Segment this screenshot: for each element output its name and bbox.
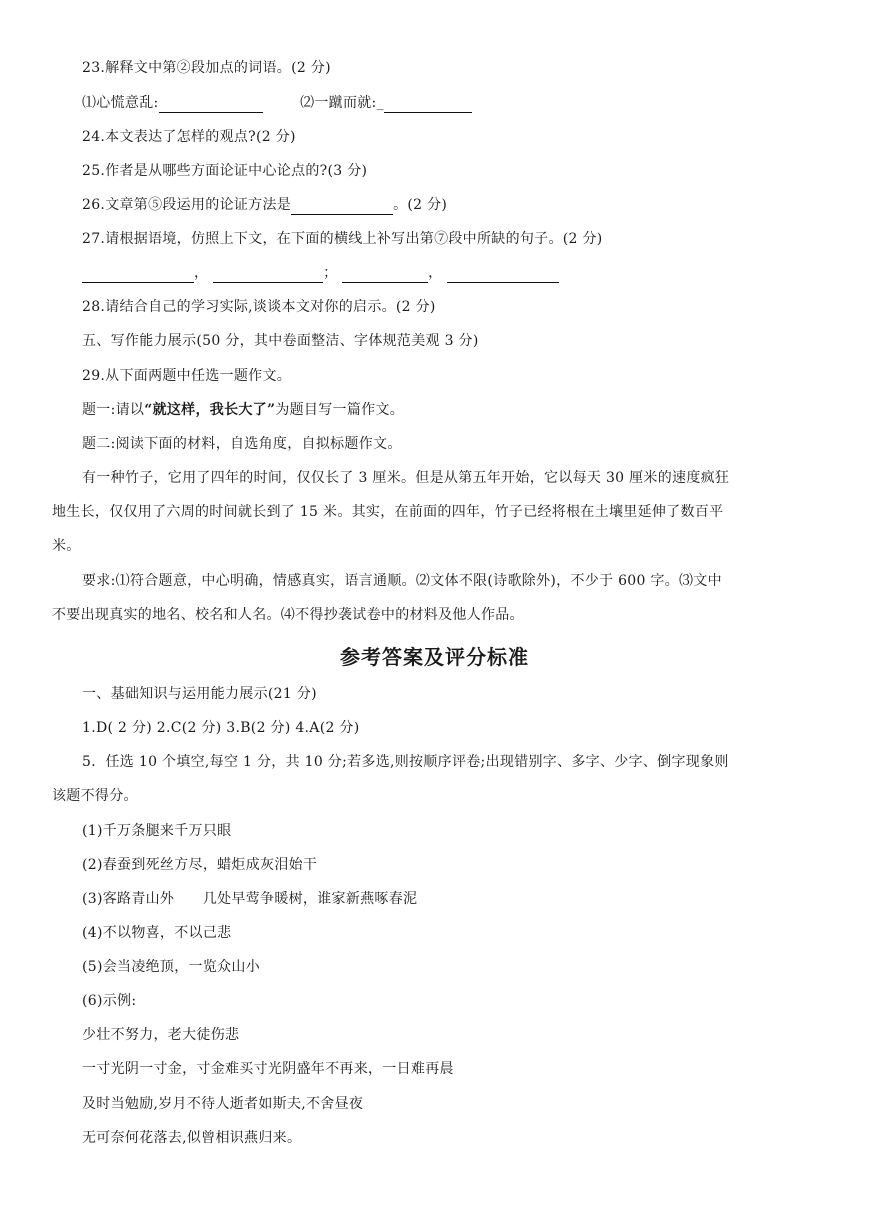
q26-text: 26.文章第⑤段运用的论证方法是 — [82, 197, 292, 213]
requirements-line-2: 不要出现真实的地名、校名和人名。⑷不得抄袭试卷中的材料及他人作品。 — [52, 607, 524, 623]
answer-5-item: (5)会当凌绝顶，一览众山小 — [82, 959, 261, 975]
material-line-1: 有一种竹子，它用了四年的时间，仅仅长了 3 厘米。但是从第五年开始，它以每天 30 厘米的速度疯狂 — [82, 470, 730, 486]
question-23-answers — [82, 93, 472, 113]
q23-b-blank[interactable] — [384, 98, 472, 113]
question-24: 24.本文表达了怎样的观点?(2 分) — [82, 129, 296, 145]
q27-blank-3[interactable] — [342, 268, 428, 283]
answer-5-example: 少壮不努力，老大徒伤悲 — [82, 1027, 240, 1043]
requirements-line-1: 要求:⑴符合题意，中心明确，情感真实，语言通顺。⑵文体不限(诗歌除外)，不少于 600 字。⑶文中 — [82, 573, 722, 589]
question-27-blanks — [82, 263, 559, 283]
section-5-heading: 五、写作能力展示(50 分，其中卷面整洁、字体规范美观 3 分) — [82, 333, 479, 349]
topic-1-title: “就这样，我长大了” — [144, 402, 276, 418]
answer-mc: 1.D( 2 分) 2.C(2 分) 3.B(2 分) 4.A(2 分) — [82, 720, 360, 736]
answer-5-line-2: 该题不得分。 — [52, 788, 138, 804]
question-23: 23.解释文中第②段加点的词语。(2 分) — [82, 60, 331, 76]
q27-blank-1[interactable] — [82, 268, 194, 283]
q23-a-label: ⑴心慌意乱: — [82, 95, 159, 111]
answer-5-example: 及时当勉励,岁月不待人逝者如斯夫,不舍昼夜 — [82, 1096, 364, 1112]
topic-1-suffix: 为题目写一篇作文。 — [275, 402, 405, 418]
q23-b-label: ⑵一蹴而就:_ — [300, 95, 384, 111]
topic-1 — [82, 400, 404, 420]
question-26 — [82, 195, 447, 215]
question-28: 28.请结合自己的学习实际,谈谈本文对你的启示。(2 分) — [82, 299, 436, 315]
q23-a-blank[interactable] — [159, 98, 263, 113]
answer-5-item: (1)千万条腿来千万只眼 — [82, 823, 232, 839]
q27-sep-3: ， — [428, 265, 443, 281]
answer-5-item: (2)春蚕到死丝方尽，蜡炬成灰泪始干 — [82, 857, 318, 873]
answer-5-example: 无可奈何花落去,似曾相识燕归来。 — [82, 1130, 302, 1146]
q27-sep-2: ； — [323, 265, 338, 281]
topic-1-prefix: 题一:请以 — [82, 402, 145, 418]
q27-sep-1: ， — [194, 265, 209, 281]
answer-5-item: (3)客路青山外 几处早莺争暖树，谁家新燕啄春泥 — [82, 891, 418, 907]
material-line-2: 地生长，仅仅用了六周的时间就长到了 15 米。其实，在前面的四年，竹子已经将根在土壤里延伸了数百平 — [52, 504, 724, 520]
question-29: 29.从下面两题中任选一题作文。 — [82, 368, 292, 384]
q27-blank-2[interactable] — [213, 268, 323, 283]
answer-5-item: (6)示例: — [82, 993, 137, 1009]
answer-5-item: (4)不以物喜，不以己悲 — [82, 925, 232, 941]
q27-blank-4[interactable] — [447, 268, 559, 283]
topic-2: 题二:阅读下面的材料，自选角度，自拟标题作文。 — [82, 436, 402, 452]
answer-5-example: 一寸光阴一寸金，寸金难买寸光阴盛年不再来，一日难再晨 — [82, 1061, 454, 1077]
answer-key-title: 参考答案及评分标准 — [340, 645, 529, 669]
material-line-3: 米。 — [52, 538, 81, 554]
q26-points: 。(2 分) — [393, 197, 448, 213]
answer-5-line-1: 5．任选 10 个填空,每空 1 分，共 10 分;若多选,则按顺序评卷;出现错别字、多字、少字、倒字现象则 — [82, 754, 729, 770]
question-27: 27.请根据语境，仿照上下文，在下面的横线上补写出第⑦段中所缺的句子。(2 分) — [82, 231, 603, 247]
question-25: 25.作者是从哪些方面论证中心论点的?(3 分) — [82, 163, 368, 179]
answer-section-1: 一、基础知识与运用能力展示(21 分) — [82, 686, 317, 702]
q26-blank[interactable] — [291, 200, 393, 215]
